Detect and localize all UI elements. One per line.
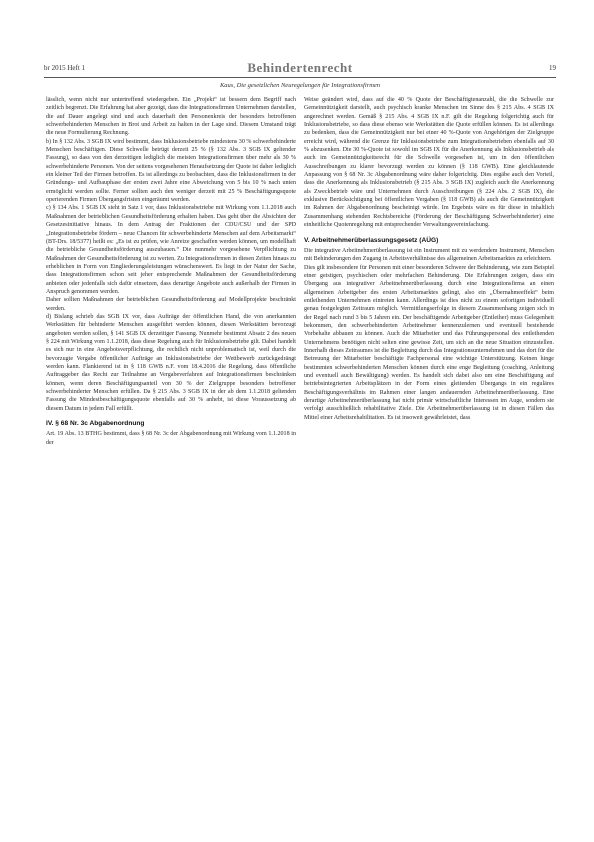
- page-number: 19: [549, 64, 556, 72]
- paragraph: d) Bislang schrieb das SGB IX vor, dass Aufträge der öffentlichen Hand, die von anerkannten Werkstätten für behinderte Menschen ausgeführt werden können, diesen Werkstätten bevorzugt angeboten werden sollen, § 141 SGB IX derzeitiger Fassung. Nunmehr bestimmt Absatz 2 des neuen § 224 mit Wirkung vom 1.1.2018, dass diese Regelung auch für Inklusionsbetriebe gilt. Dabei handelt es sich nur in eine Angebotsverpflichtung, die rechtlich nicht unproblematisch ist, weil durch die bevorzugte Vergabe öffentlicher Aufträge an Inklusionsbetriebe der Wettbewerb zurückgedrängt werden kann. Flankierend ist in § 118 GWB n.F. vom 18.4.2016 die Regelung, dass öffentliche Auftraggeber das Recht zur Teilnahme an Vergabeverfahren auf Integrationsfirmen beschränken können, wenn deren Beschäftigungsanteil von 30 % der Zielgruppe besonders betroffener schwerbehinderter Menschen erfüllen. Da § 215 Abs. 3 SGB IX in der ab dem 1.1.2018 geltenden Fassung die Mindestbeschäftigungsquote ebenfalls auf 30 % anhebt, ist diese Voraussetzung ab diesem Datum in jedem Fall erfüllt.: [46, 313, 296, 412]
- journal-title: Behindertenrecht: [247, 60, 353, 75]
- article-subtitle: Kaus, Die gesetzlichen Neuregelungen für Integrationsfirmen: [219, 82, 381, 89]
- paragraph: Die integrative Arbeitnehmerüberlassung ist ein Instrument mit zu werdendem Instrument, Menschen mit Behinderungen den Zugang in Arbeitsverhältnisse des allgemeinen Arbeitsmarktes zu erleichtern.: [304, 247, 554, 263]
- journal-issue: br 2015 Heft 1: [44, 64, 86, 72]
- left-column: [46, 96, 296, 796]
- paragraph: Weise geändert wird, dass auf die 40 % Quote der Beschäftigtenanzahl, die die Schwelle zur Gemeinnützigkeit darstellt, auch psychisch kranke Menschen im Sinne des § 215 Abs. 4 SGB IX angerechnet werden. Gemäß § 215 Abs. 4 SGB IX n.F. gilt die Regelung folgerichtig auch für Inklusionsbetriebe, so dass diese ebenso wie Werkstätten die Quote erfüllen können. Es ist allerdings zu bedenken, dass die Gemeinnützigkeit nur bei einer 40 %-Quote von Angehörigen der Zielgruppe erreicht wird, während die Grenze für Inklusionsbetriebe zum Integrationsbetrieben ebenfalls auf 30 % abzusenken. Die 30 %-Quote ist sowohl im SGB IX für die Anerkennung als Inklusionsbetrieb als auch im Gemeinnützigkeitsrecht für die Schwelle vorgesehen ist, um in den öffentlichen Ausschreibungen zu klarer bevorzugt werden zu können (§ 118 GWB). Eine gleichlautende Anpassung von § 68 Nr. 3c Abgabenordnung wäre daher folgerichtig. Dies ergäbe auch den Vorteil, dass die Anerkennung als Inklusionsbetrieb (§ 215 Abs. 3 SGB IX) zugleich auch die Anerkennung als Zweckbetrieb wäre und Unternehmen durch Ausschreibungen (§ 224 Abs. 2 SGB IX), die exklusive Berücksichtigung bei öffentlichen Vergaben (§ 118 GWB) als auch die Gemeinnützigkeit im Rahmen der Abgabenordnung bescheinigt würde. Im Ergebnis wäre es für diese in inhaltlich Zusammenhang stehenden Rechtsbereiche (Förderung der Beschäftigung Schwerbehinderter) eine einheitliche Quotenregelung mit entsprechender Verwaltungsvereinfachung.: [304, 97, 554, 229]
- paragraph: Dies gilt insbesondere für Personen mit einer besonderen Schwere der Behinderung, wie zum Beispiel einer geistigen, psychischen oder mehrfachen Behinderung. Die Erfahrungen zeigen, dass ein Übergang aus integrativer Arbeitnehmerüberlassung durch eine Integrationsfirma an einen allgemeinen Arbeitgeber des ersten Arbeitsmarktes gelingt, also ein „Übernahmeeffekt“ beim entleihenden Unternehmen eintreten kann. Allerdings ist dies nicht zu einem sofortigen individuell genau festgelegten Zeitraum möglich. Vermittlungserfolge in diesem Zusammenhang zeigen sich in der Regel nach rund 3 bis 5 Jahren ein. Der beschäftigende Arbeitgeber (Entleiher) muss Gelegenheit bekommen, den schwerbehinderten Arbeitnehmer kennenzulernen und eventuell bestehende Vorbehalte abbauen zu können. Auch die Mitarbeiter und das Führungspersonal des entleihenden Unternehmens benötigen nicht selten eine gewisse Zeit, um sich an die neue Situation einzustellen. Innerhalb dieses Zeitraumes ist die Begleitung durch das Integrationsunternehmen und das dort für die Betreuung der Mitarbeiter beschäftigte Fachpersonal eine wichtige Unterstützung. Keinen hinge bestimmten schwerbehinderten Menschen können durch eine enge Begleitung (coaching, Anleitung und eventuell auch Bewältigung) werden. Es handelt sich dabei also um eine Beschäftigung auf betriebsintegrierten Arbeitsplätzen in der Form eines gleitenden Übergangs in ein reguläres Beschäftigungsverhältnis im Rahmen einer langen andauernden Arbeitnehmerüberlassung. Eine derartige Arbeitnehmerüberlassung hat nicht primär wirtschaftliche Interessen im Auge, sondern sie verfolgt ausschließlich rehabilitative Ziele. Die Arbeitnehmerüberlassung ist in diesen Fällen das Mittel einer Arbeitsrehabilitation. Es ist insoweit gewährleistet, dass: [304, 264, 554, 421]
- section-heading: IV. § 68 Nr. 3c Abgabenordnung: [46, 420, 145, 428]
- right-column: [304, 96, 554, 796]
- paragraph: lässlich, wenn nicht nur untertreffend wiedergeben. Ein „Projekt“ ist bessern dem Begriff nach zeitlich begrenzt. Die Erfahrung hat aber gezeigt, dass die Integrationsfirmen Unternehmen darstellen, die auf Dauer angelegt sind und auch dauerhaft den Personenkreis der besonders betroffenen schwerbehinderten Menschen in Brot und Arbeit zu halten in der Lage sind. Diesem Umstand trägt die neue Formulierung Rechnung.: [46, 97, 296, 137]
- paragraph: b) In § 132 Abs. 3 SGB IX wird bestimmt, dass Inklusionsbetriebe mindestens 30 % schwerbehinderte Menschen beschäftigen. Diese Schwelle betrügt derzeit 25 % (§ 132 Abs. 3 SGB IX geltender Fassung), so dass von den derzeitigen lediglich die meisten Integrationsfirmen über mehr als 30 % schwerbehinderte Personen. Von der seitens vorgesehenen Heraufsetzung der Quote ist daher lediglich ein kleiner Teil der Firmen betroffen. Es ist allerdings zu beobachten, dass die Inklusionsfirmen in der Gründungs- und Aufbauphase der ersten zwei Jahre eine Abweichung von 5 bis 10 % nach unten ermöglicht werden sollte. Ferner sollten auch den weniger derzeit mit 25 % Beschäftigungsquote operierenden Firmen Übergangsfristen eingeräumt werden.: [46, 138, 296, 204]
- paragraph: Daher sollten Maßnahmen der betrieblichen Gesundheitsförderung auf Modellprojekte beschränkt werden.: [46, 297, 296, 312]
- section-heading: V. Arbeitnehmerüberlassungsgesetz (AÜG): [304, 236, 439, 244]
- running-header: [44, 60, 556, 78]
- paragraph: Art. 19 Abs. 13 BTHG bestimmt, dass § 68 Nr. 3c der Abgabenordnung mit Wirkung vom 1.1.2018 in der: [46, 431, 296, 446]
- paragraph: c) § 134 Abs. 1 SGB IX sieht in Satz 1 vor, dass Inklusionsbetriebe mit Wirkung vom 1.1.2018 auch Maßnahmen der betrieblichen Gesundheitsförderung erhalten haben. Das geht über die Absichten der Gesetzesinitiative hinaus. In dem Antrag der Fraktionen der CDU/CSU und der SPD „Integrationsbetriebe fördern – neue Chancen für schwerbehinderte Menschen auf dem Arbeitsmarkt“ (BT-Drs. 18/5377) heißt es: „Es ist zu prüfen, wie Anreize geschaffen werden können, um modellhaft die betriebliche Gesundheitsförderung auszubauen.“ Die nunmehr vorgesehene Verpflichtung zu Maßnahmen der Gesundheitsförderung ist zu werten. Zu Integrationsfirmen in diesen Zeiten hinaus zu erheblichen in Form von Eingliederungsleistungen wünschenswert. Es liegt in der Natur der Sache, dass Integrationsfirmen schon seit jeher entsprechende Maßnahmen der Gesundheitsförderung anbieten oder jedenfalls sich dafür einsetzen, dass derartige Angebote auch außerhalb der Firmen in Anspruch genommen werden.: [46, 205, 296, 295]
